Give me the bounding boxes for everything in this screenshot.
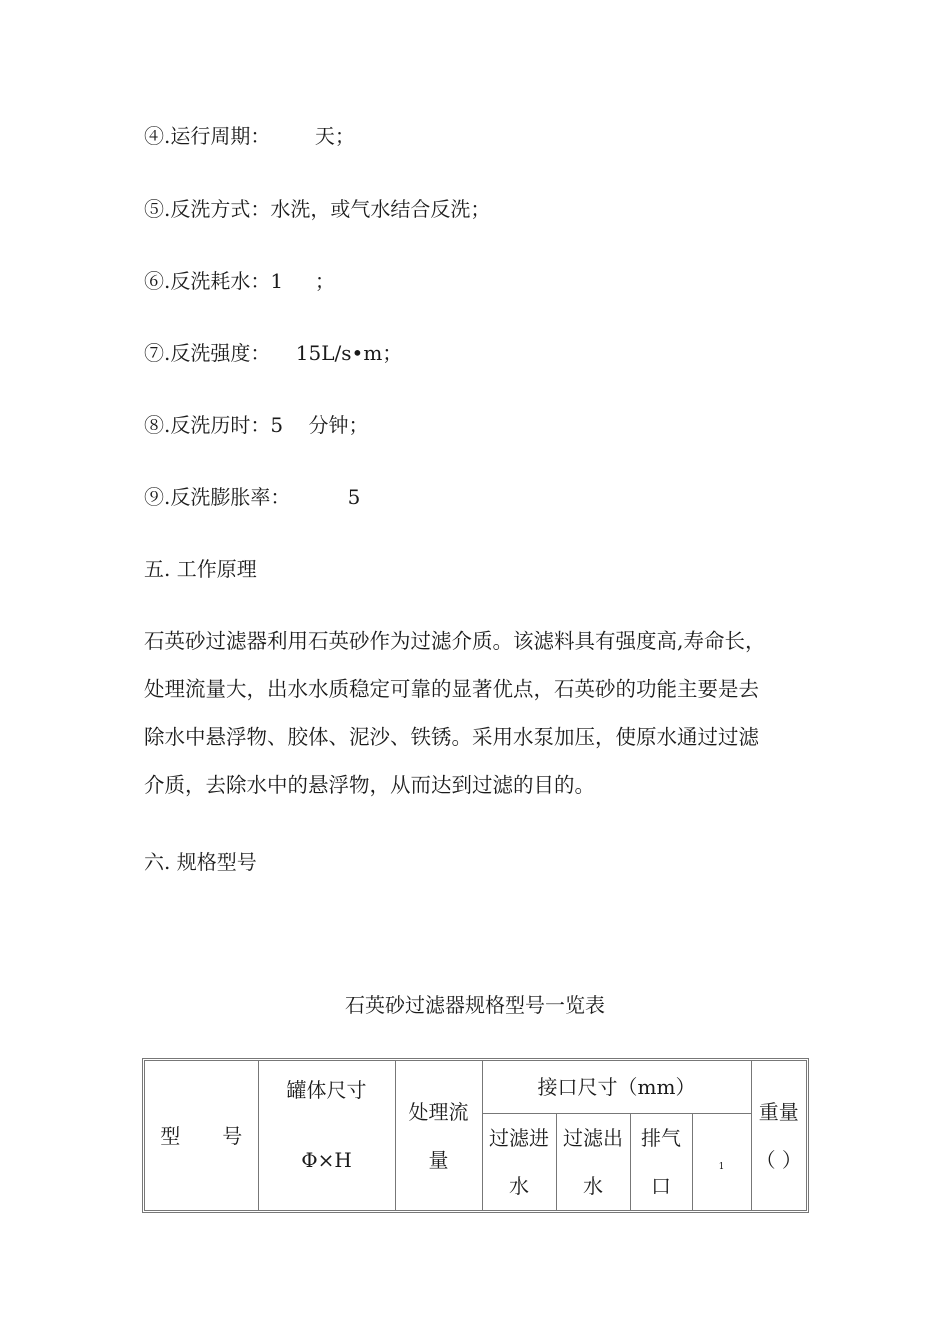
header-model-char-b: 号 — [222, 1123, 243, 1148]
header-tank-size — [258, 1061, 395, 1210]
header-model-char-a: 型 — [160, 1123, 181, 1148]
spec-backwash-water: ⑥.反洗耗水：1 ； — [144, 269, 335, 293]
header-flow-line-b: 量 — [428, 1147, 449, 1172]
header-filter-inlet-b: 水 — [509, 1173, 529, 1198]
header-vent-b: 口 — [651, 1173, 671, 1198]
header-weight — [751, 1061, 806, 1210]
spec-table — [142, 1058, 809, 1213]
header-weight-unit: （ ） — [755, 1147, 802, 1172]
header-weight-label: 重量 — [758, 1099, 799, 1124]
header-tank-size-label: 罐体尺寸 — [286, 1077, 367, 1102]
principle-line: 介质，去除水中的悬浮物，从而达到过滤的目的。 — [144, 773, 595, 797]
header-vent-a: 排气 — [641, 1125, 681, 1150]
header-filter-outlet — [556, 1113, 630, 1210]
header-vent — [630, 1113, 692, 1210]
header-model — [145, 1061, 258, 1210]
header-interface-other-mark: 1 — [718, 1161, 725, 1172]
principle-line: 石英砂过滤器利用石英砂作为过滤介质。该滤料具有强度高,寿命长， — [144, 629, 766, 653]
spec-run-cycle: ④.运行周期： 天； — [144, 124, 355, 148]
spec-backwash-method: ⑤.反洗方式：水洗，或气水结合反洗； — [144, 197, 491, 221]
header-filter-inlet — [482, 1113, 556, 1210]
header-filter-outlet-a: 过滤出 — [563, 1125, 623, 1150]
header-interface-size: 接口尺寸（mm） — [482, 1061, 751, 1113]
section-heading-principle: 五. 工作原理 — [144, 557, 257, 581]
principle-line: 除水中悬浮物、胶体、泥沙、铁锈。采用水泵加压，使原水通过过滤 — [144, 725, 759, 749]
table-caption: 石英砂过滤器规格型号一览表 — [345, 993, 605, 1017]
header-interface-other — [692, 1113, 751, 1210]
header-filter-outlet-b: 水 — [583, 1173, 603, 1198]
header-flow-line-a: 处理流 — [408, 1099, 469, 1124]
header-tank-size-dims: Φ×H — [301, 1147, 352, 1172]
spec-backwash-duration: ⑧.反洗历时：5 分钟； — [144, 413, 369, 437]
header-flow — [395, 1061, 482, 1210]
spec-backwash-intensity: ⑦.反洗强度： 15L/s•m； — [144, 341, 403, 365]
principle-line: 处理流量大，出水水质稳定可靠的显著优点，石英砂的功能主要是去 — [144, 677, 759, 701]
principle-paragraph — [144, 617, 814, 809]
section-heading-specs: 六. 规格型号 — [144, 850, 257, 874]
header-filter-inlet-a: 过滤进 — [489, 1125, 549, 1150]
spec-backwash-expansion: ⑨.反洗膨胀率： 5 — [144, 485, 361, 509]
